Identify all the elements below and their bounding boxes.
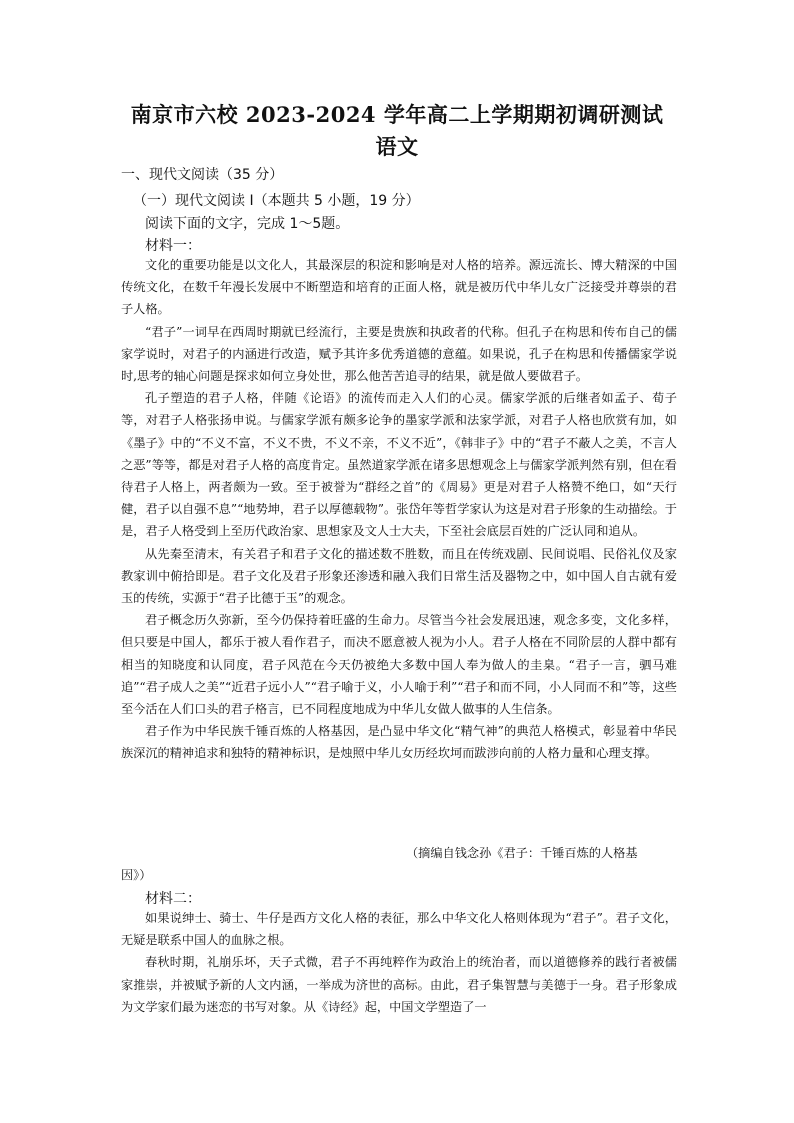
section-heading: 一、现代文阅读（35 分） — [121, 167, 284, 183]
material-one-label: 材料一： — [145, 238, 201, 254]
paragraph: 从先秦至清末，有关君子和君子文化的描述数不胜数，而且在传统戏剧、民间说唱、民俗礼仪及家教家训中俯拾即是。君子文化及君子形象还渗透和融入我们日常生活及器物之中，如中国人自古就有爱玉的传统，实源于“君子比德于玉”的观念。 — [121, 546, 677, 606]
source-citation — [121, 842, 677, 886]
subject-title: 语文 — [375, 134, 419, 159]
source-citation-line: 因》） — [121, 868, 152, 883]
subsection-heading: （一）现代文阅读 I（本题共 5 小题，19 分） — [133, 193, 420, 209]
paragraph: 君子概念历久弥新，至今仍保持着旺盛的生命力。尽管当今社会发展迅速，观念多变，文化多样，但只要是中国人，都乐于被人看作君子，而决不愿意被人视为小人。君子人格在不同阶层的人群中都有相当的知晓度和认同度，君子风范在今天仍被绝大多数中国人奉为做人的圭臬。“君子一言，驷马难追”“君子成人之美”“近君子远小人”“君子喻于义，小人喻于利”“君子和而不同，小人同而不和”等，这些至今活在人们口头的君子格言，已不同程度地成为中华儿女做人做事的人生信条。 — [121, 613, 677, 717]
paragraph: 如果说绅士、骑士、牛仔是西方文化人格的表征，那么中华文化人格则体现为“君子”。君子文化，无疑是联系中国人的血脉之根。 — [121, 911, 677, 948]
source-citation-line: （摘编自钱念孙《君子：千锤百炼的人格基 — [406, 846, 638, 860]
paragraph: 文化的重要功能是以文化人，其最深层的积淀和影响是对人格的培养。源远流长、博大精深的中国传统文化，在数千年漫长发展中不断塑造和培育的正面人格，就是被历代中华儿女广泛接受并尊崇的君子人格。 — [121, 258, 677, 317]
paragraph: “君子”一词早在西周时期就已经流行，主要是贵族和执政者的代称。但孔子在构思和传布自己的儒家学说时，对君子的内涵进行改造，赋予其许多优秀道德的意蕴。如果说，孔子在构思和传播儒家学说时,思考的轴心问题是探求如何立身处世，那么他苦苦追寻的结果，就是做人要做君子。 — [121, 324, 677, 384]
paragraph: 孔子塑造的君子人格，伴随《论语》的流传而走入人们的心灵。儒家学派的后继者如孟子、荀子等，对君子人格张扬申说。与儒家学派有颇多论争的墨家学派和法家学派，对君子人格也欣赏有加，如《墨子》中的“不义不富，不义不贵，不义不亲，不义不近”，《韩非子》中的“君子不蔽人之美，不言人之恶”等等，都是对君子人格的高度肯定。虽然道家学派在诸多思想观念上与儒家学派判然有别，但在看待君子人格上，两者颇为一致。至于被誉为“群经之首”的《周易》更是对君子人格赞不绝口，如“天行健，君子以自强不息”“地势坤，君子以厚德载物”。张岱年等哲学家认为这是对君子形象的生动描绘。于是，君子人格受到上至历代政治家、思想家及文人士大夫，下至社会底层百姓的广泛认同和追从。 — [121, 391, 677, 539]
material-two-label: 材料二： — [145, 891, 201, 907]
reading-instruction: 阅读下面的文字，完成 1～5题。 — [145, 216, 350, 232]
document-title: 南京市六校 2023-2024 学年高二上学期期初调研测试 — [130, 102, 664, 127]
material-two-body — [121, 907, 677, 1018]
paragraph: 春秋时期，礼崩乐坏，天子式微，君子不再纯粹作为政治上的统治者，而以道德修养的践行者被儒家推崇，并被赋予新的人文内涵，一举成为济世的高标。由此，君子集智慧与美德于一身。君子形象成为文学家们最为迷恋的书写对象。从《诗经》起，中国文学塑造了一 — [121, 955, 677, 1014]
paragraph: 君子作为中华民族千锤百炼的人格基因，是凸显中华文化“精气神”的典范人格模式，彰显着中华民族深沉的精神追求和独特的精神标识，是烛照中华儿女历经坎坷而跋涉向前的人格力量和心理支撑。 — [121, 724, 677, 761]
material-one-body — [121, 254, 677, 765]
